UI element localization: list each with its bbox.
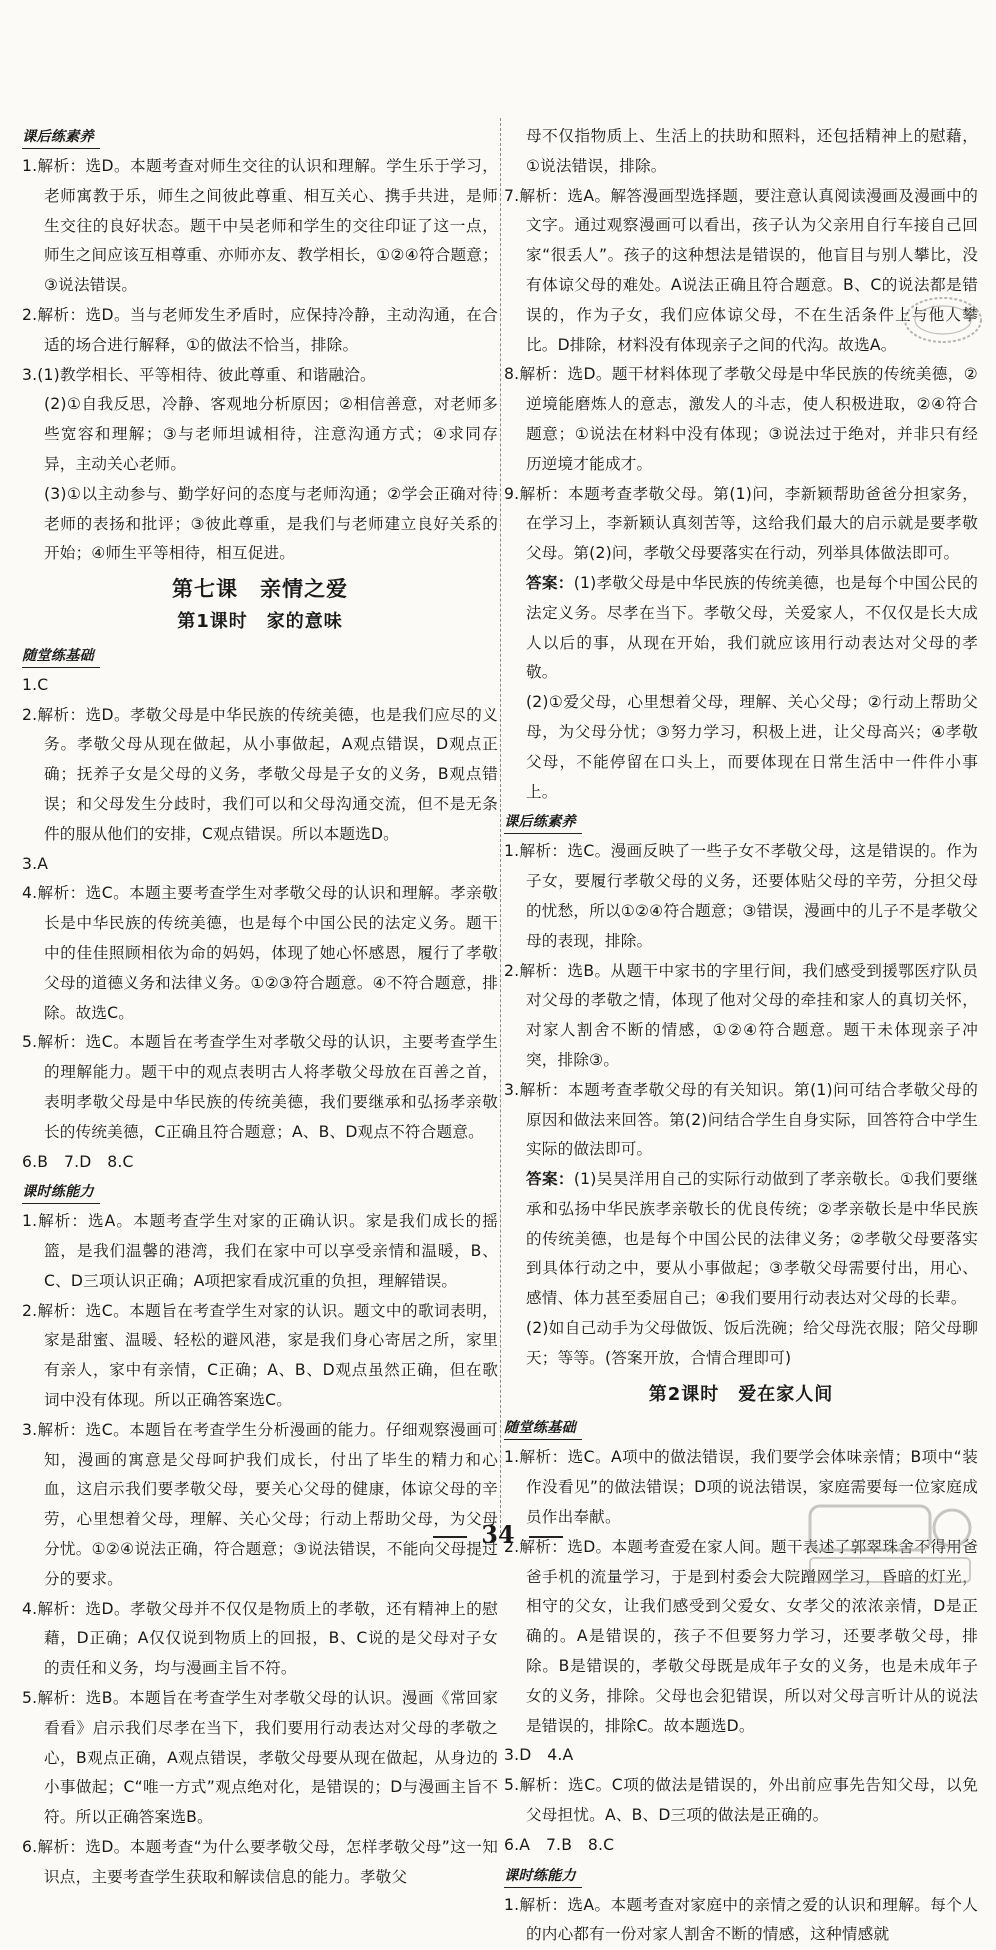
answer-item: 2.解析：选D。本题考查爱在家人间。题干表述了郭翠珠舍不得用爸爸手机的流量学习，于是到村委会大院蹭网学习，昏暗的灯光，相守的父女，让我们感受到父爱女、女孝父的浓浓亲情，D是正确的。A是错误的，孩子不但要努力学习，还要孝敬父母，排除。B是错误的，孝敬父母既是成年子女的义务，也是未成年子女的义务，排除。父母也会犯错误，所以对父母言听计从的说法是错误的，排除C。故本题选D。 — [504, 1537, 978, 1735]
answer-item: 2.解析：选C。本题旨在考查学生对家的认识。题文中的歌词表明，家是甜蜜、温暖、轻松的避风港，家是我们身心寄居之所，家里有亲人，家中有亲情，C正确；A、B、D观点虽然正确，但在歌词中没有体现。所以正确答案选C。 — [22, 1301, 498, 1410]
answer-key: 答案：(1)孝敬父母是中华民族的传统美德，也是每个中国公民的法定义务。尽孝在当下。孝敬父母，关爱家人，不仅仅是长大成人以后的事，从现在开始，我们就应该用行动表达对父母的孝敬。 — [526, 573, 978, 682]
lesson-title: 第七课 亲情之爱 — [172, 577, 348, 602]
answer-item: 3.(1)教学相长、平等相待、彼此尊重、和谐融洽。 — [22, 365, 376, 384]
answer-item: 1.解析：选C。A项中的做法错误，我们要学会体味亲情；B项中“装作没看见”的做法错误；D项的说法错误，家庭需要每一位家庭成员作出奉献。 — [504, 1448, 978, 1527]
answer-subitem: (2)如自己动手为父母做饭、饭后洗碗；给父母洗衣服；陪父母聊天；等等。(答案开放，合情合理即可) — [526, 1319, 978, 1367]
answer-item: 2.解析：选B。从题干中家书的字里行间，我们感受到援鄂医疗队员对父母的孝敬之情，体现了他对父母的牵挂和家人的真切关怀，对家人割舍不断的情感，①②④符合题意。题干未体现亲子冲突，排除③。 — [504, 961, 978, 1069]
answer-item: 1.C — [22, 675, 49, 694]
answer-item: 9.解析：本题考查孝敬父母。第(1)问，李新颖帮助爸爸分担家务，在学习上，李新颖认真刻苦等，这给我们最大的启示就是要孝敬父母。第(2)问，孝敬父母要落实在行动，列举具体做法即可。 — [504, 484, 978, 563]
section-heading: 课后练素养 — [504, 811, 582, 834]
section-heading: 随堂练基础 — [504, 1417, 582, 1440]
answer-item: 1.解析：选D。本题考查对师生交往的认识和理解。学生乐于学习，老师寓教于乐，师生之间彼此尊重、相互关心、携手共进，是师生交往的良好状态。题干中吴老师和学生的交往印证了这一点，师生之间应该互相尊重、亦师亦友、教学相长，①②④符合题意；③说法错误。 — [22, 157, 498, 295]
answer-label: 答案： — [526, 1170, 574, 1189]
right-column — [504, 122, 978, 1950]
answer-subitem: (2)①爱父母，心里想着父母，理解、关心父母；②行动上帮助父母，为父母分忧；③努力学习，积极上进，让父母高兴；④孝敬父母，不能停留在口头上，而要体现在日常生活中一件件小事上。 — [526, 693, 978, 801]
answer-item: 6.A 7.B 8.C — [504, 1835, 615, 1854]
section-heading: 课时练能力 — [22, 1181, 100, 1204]
answer-item: 5.解析：选B。本题旨在考查学生对孝敬父母的认识。漫画《常回家看看》启示我们尽孝在当下，我们要用行动表达对父母的孝敬之心，B观点正确，A观点错误，孝敬父母要从现在做起，从身边的小事做起；C“唯一方式”观点绝对化，是错误的；D与漫画主旨不符。所以正确答案选B。 — [22, 1689, 498, 1827]
answer-item: 3.解析：本题考查孝敬父母的有关知识。第(1)问可结合孝敬父母的原因和做法来回答。第(2)问结合学生自身实际，回答符合中学生实际的做法即可。 — [504, 1080, 978, 1159]
answer-subitem: (2)①自我反思，冷静、客观地分析原因；②相信善意，对老师多些宽容和理解；③与老师坦诚相待，注意沟通方式；④求同存异，主动关心老师。 — [44, 395, 498, 473]
left-column — [22, 122, 498, 1893]
answer-subitem: (3)①以主动参与、勤学好问的态度与老师沟通；②学会正确对待老师的表扬和批评；③彼此尊重，是我们与老师建立良好关系的开始；④师生平等相待，相互促进。 — [44, 484, 498, 563]
answer-item: 3.A — [22, 854, 49, 873]
answer-item: 1.解析：选A。本题考查学生对家的正确认识。家是我们成长的摇篮，是我们温馨的港湾，我们在家中可以享受亲情和温暖，B、C、D三项认识正确；A项把家看成沉重的负担，理解错误。 — [22, 1212, 498, 1290]
answer-item: 1.解析：选C。漫画反映了一些子女不孝敬父母，这是错误的。作为子女，要履行孝敬父母的义务，还要体贴父母的辛劳，分担父母的忧愁，所以①②④符合题意；③错误，漫画中的儿子不是孝敬父母的表现，排除。 — [504, 842, 978, 950]
column-divider — [500, 118, 501, 1538]
period-title: 第2课时 爱在家人间 — [648, 1383, 834, 1405]
section-heading: 课时练能力 — [504, 1865, 582, 1888]
watermark-logo — [806, 1502, 976, 1586]
page-number: 34 — [0, 1520, 996, 1549]
answer-item: 3.D 4.A — [504, 1746, 574, 1765]
answer-item: 5.解析：选C。C项的做法是错误的，外出前应事先告知父母，以免父母担忧。A、B、D三项的做法是正确的。 — [504, 1776, 978, 1825]
answer-item: 6.B 7.D 8.C — [22, 1152, 134, 1171]
answer-item: 6.解析：选D。本题考查“为什么要孝敬父母，怎样孝敬父母”这一知识点，主要考查学生获取和解读信息的能力。孝敬父 — [22, 1838, 498, 1886]
page-number-dash-left — [433, 1536, 467, 1538]
answer-item: 1.解析：选A。本题考查对家庭中的亲情之爱的认识和理解。每个人的内心都有一份对家人割舍不断的情感，这种情感就 — [504, 1895, 978, 1944]
answer-item: 2.解析：选D。当与老师发生矛盾时，应保持冷静，主动沟通，在合适的场合进行解释，①的做法不恰当，排除。 — [22, 305, 498, 354]
page-number-dash-right — [529, 1536, 563, 1538]
answer-item: 8.解析：选D。题干材料体现了孝敬父母是中华民族的传统美德，②逆境能磨炼人的意志，激发人的斗志，使人积极进取，②④符合题意；①说法在材料中没有体现；③说法过于绝对，并非只有经历逆境才能成才。 — [504, 365, 978, 473]
stamp-mark — [900, 292, 986, 348]
answer-item: 5.解析：选C。本题旨在考查学生对孝敬父母的认识，主要考查学生的理解能力。题干中的观点表明古人将孝敬父母放在百善之首，表明孝敬父母是中华民族的传统美德，我们要继承和弘扬孝亲敬长的传统美德，C正确且符合题意；A、B、D观点不符合题意。 — [22, 1033, 498, 1141]
answer-item: 7.解析：选A。解答漫画型选择题，要注意认真阅读漫画及漫画中的文字。通过观察漫画可以看出，孩子认为父亲用自行车接自己回家“很丢人”。孩子的这种想法是错误的，他盲目与别人攀比，没有体谅父母的难处。A说法正确且符合题意。B、C的说法都是错误的，作为子女，我们应体谅父母，不在生活条件上与他人攀比。D排除，材料没有体现亲子之间的代沟。故选A。 — [504, 186, 978, 354]
period-title: 第1课时 家的意味 — [177, 610, 343, 632]
answer-item: 4.解析：选C。本题主要考查学生对孝敬父母的认识和理解。孝亲敬长是中华民族的传统美德，也是每个中国公民的法定义务。题干中的佳佳照顾相依为命的妈妈，体现了她心怀感恩，履行了孝敬父母的道德义务和法律义务。①②③符合题意。④不符合题意，排除。故选C。 — [22, 884, 498, 1022]
section-heading: 随堂练基础 — [22, 645, 100, 668]
answer-continuation: 母不仅指物质上、生活上的扶助和照料，还包括精神上的慰藉，①说法错误，排除。 — [526, 127, 978, 175]
answer-item: 3.解析：选C。本题旨在考查学生分析漫画的能力。仔细观察漫画可知，漫画的寓意是父母呵护我们成长，付出了毕生的精力和心血，这启示我们要孝敬父母，要关心父母的健康，体谅父母的辛劳，心里想着父母，理解、关心父母；行动上帮助父母，为父母分忧。①②④说法正确，符合题意；③说法错误，不能向父母提过分的要求。 — [22, 1420, 498, 1588]
answer-key: 答案：(1)吴昊洋用自己的实际行动做到了孝亲敬长。①我们要继承和弘扬中华民族孝亲敬长的优良传统；②孝亲敬长是中华民族的传统美德，也是每个中国公民的法律义务；②孝敬父母要落实到具体行动之中，要从小事做起；③孝敬父母需要付出，用心、感情、体力甚至委屈自己；④我们要用行动表达对父母的长辈。 — [526, 1170, 979, 1308]
section-heading: 课后练素养 — [22, 126, 100, 149]
answer-item: 2.解析：选D。孝敬父母是中华民族的传统美德，也是我们应尽的义务。孝敬父母从现在做起，从小事做起，A观点错误，D观点正确；抚养子女是父母的义务，孝敬父母是子女的义务，B观点错误；和父母发生分歧时，我们可以和父母沟通交流，但不是无条件的服从他们的安排，C观点错误。所以本题选D。 — [22, 705, 498, 843]
answer-label: 答案： — [526, 573, 574, 592]
answer-item: 4.解析：选D。孝敬父母并不仅仅是物质上的孝敬，还有精神上的慰藉，D正确；A仅仅说到物质上的回报，B、C说的是父母对子女的责任和义务，均与漫画主旨不符。 — [22, 1599, 498, 1678]
